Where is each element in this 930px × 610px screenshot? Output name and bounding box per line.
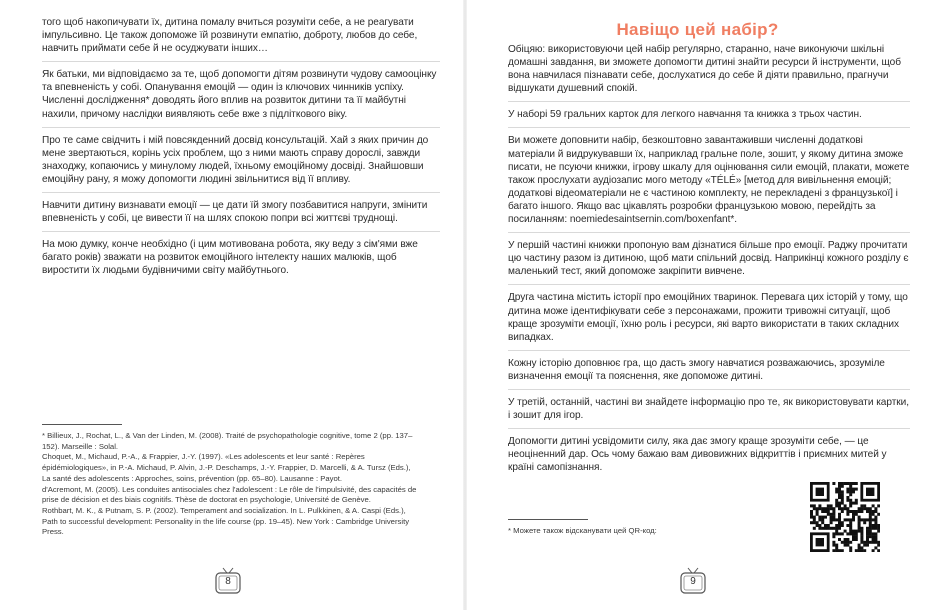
qr-code-icon[interactable] (810, 482, 880, 552)
footnote-2: Choquet, M., Michaud, P.-A., & Frappier, J.-Y. (1997). «Les adolescents et leur santé : Repères épidémiologiques», in P.-A. Michaud, P. Alvin, J.-P. Deschamps, J.-Y. Frappier, D. Marcelli, & A. Tursz (Eds.), La santé des adolescents : Approches, soins, prévention (pp. 65–80). Lausanne : Payot. (42, 452, 411, 483)
right-paragraph-8: Допомогти дитині усвідомити силу, яка дає змогу краще зрозуміти себе, — це неоціненний дар. Ось чому бажаю вам дивовижних відкриттів і приємних митей у країні самопізнання. (508, 436, 887, 474)
right-paragraph-6: Кожну історію доповнює гра, що дасть змогу навчатися розважаючись, зрозуміле визначення емоції та пояснення, яке допоможе дитині. (508, 357, 910, 390)
footnote-4: Rothbart, M. K., & Putnam, S. P. (2002). Temperament and socialization. In L. Pulkkinen, & A. Caspi (Eds.), Path to successful development: Personality in the life course (pp. 19–45). New York : Cambridge University Press. (42, 505, 410, 537)
right-paragraph-4: У першій частині книжки пропоную вам дізнатися більше про емоції. Раджу прочитати цю частину разом із дитиною, щоб мати спільний досвід. Наприкінці кожного розділу є маленький тест, який допоможе закріпити вивчене. (508, 239, 910, 285)
qr-note-text: * Можете також відсканувати цей QR-код: (508, 526, 657, 535)
left-paragraph-4: Навчити дитину визнавати емоції — це дати їй змогу позбавитися напруги, змінити впевненість у собі, це вивести її на шлях спокою попри всі життєві труднощі. (42, 199, 440, 232)
note-divider (508, 519, 588, 520)
page-number-right (677, 566, 709, 598)
right-paragraph-1: Обіцяю: використовуючи цей набір регулярно, старанно, наче виконуючи шкільні домашні завдання, ви зможете допомогти дитині знайти ресурси й інструменти, щоб вона навчилася пізнавати себе, дослухатися до себе й діяти правильно, прагнучи відшукати душевний спокій. (508, 43, 910, 102)
left-paragraph-5: На мою думку, конче необхідно (і цим мотивована робота, яку веду з сім'ями вже багато років) зважати на розвиток емоційного інтелекту наших малюків, щоб виростити їх людьми будівничими світу майбутнього. (42, 239, 418, 277)
right-paragraph-3: Ви можете доповнити набір, безкоштовно завантаживши численні додаткові матеріали й видрукувавши їх, наприклад гральне поле, зошит, у якому дитина зможе писати, не псуючи книжки, ігрову шкалу для оцінювання сили емоцій, плакати, можете також прослухати аудіозапис мого методу «TÉLÉ» [метод для вивільнення емоцій; додаткові відеоматеріали не є частиною комплекту, не перекладені з французької] і багато іншого. Якщо вас цікавлять розробки французькою мовою, перейдіть за посиланням: noemiedesaintsernin.com/boxenfant*. (508, 134, 910, 233)
page-number-left-text: 8 (225, 576, 231, 587)
footnotes (42, 424, 418, 538)
right-page (465, 0, 930, 610)
page-number-left (212, 566, 244, 598)
right-paragraph-2: У наборі 59 гральних карток для легкого навчання та книжка з трьох частин. (508, 108, 910, 128)
footnote-3: d'Acremont, M. (2005). Les conduites antisociales chez l'adolescent : Le rôle de l'impulsivité, des capacités de prise de décision et des biais cognitifs. Thèse de doctorat en psychologie, Université de Genève. (42, 484, 417, 505)
right-paragraph-5: Друга частина містить історії про емоційних тваринок. Перевага цих історій у тому, що дитина може ідентифікувати себе з персонажами, прожити тривожні ситуації, щоб краще зрозуміти емоції, їхню роль і ресурси, які варто використати в таких складних випадках. (508, 291, 910, 350)
left-paragraph-1: того щоб накопичувати їх, дитина помалу вчиться розуміти себе, а не реагувати імпульсивно. Це також допоможе їй розвинути емпатію, доброту, любов до себе, навчить приймати себе й не осуджувати інших… (42, 16, 440, 62)
footnote-divider (42, 424, 122, 425)
left-paragraph-2: Як батьки, ми відповідаємо за те, щоб допомогти дітям розвинути чудову самооцінку та впевненість у собі. Опанування емоцій — один із ключових чинників успіху. Численні дослідження* доводять його вплив на розвиток дитини та її майбутні нахили, причому наслідки виявляють себе вже з підліткового віку. (42, 68, 440, 127)
qr-note (508, 519, 768, 536)
left-paragraph-3: Про те саме свідчить і мій повсякденний досвід консультацій. Хай з яких причин до мене звертаються, корінь усіх проблем, що з ними мають справу дорослі, завжди знаходжу, копаючись у минулому людей, їхньому емоційному досвіді. Знайшовши емоційну рану, я можу допомогти людині звільнитися від її впливу. (42, 134, 440, 193)
page-number-right-text: 9 (690, 576, 696, 587)
left-body-text (42, 16, 440, 290)
section-heading: Навіщо цей набір? (616, 20, 779, 39)
footnote-1: * Billieux, J., Rochat, L., & Van der Linden, M. (2008). Traité de psychopathologie cognitive, tome 2 (pp. 137–152). Marseille : Solal. (42, 431, 413, 451)
right-body-text (508, 43, 910, 486)
right-paragraph-7: У третій, останній, частині ви знайдете інформацію про те, як використовувати картки, і зошит для ігор. (508, 396, 910, 429)
